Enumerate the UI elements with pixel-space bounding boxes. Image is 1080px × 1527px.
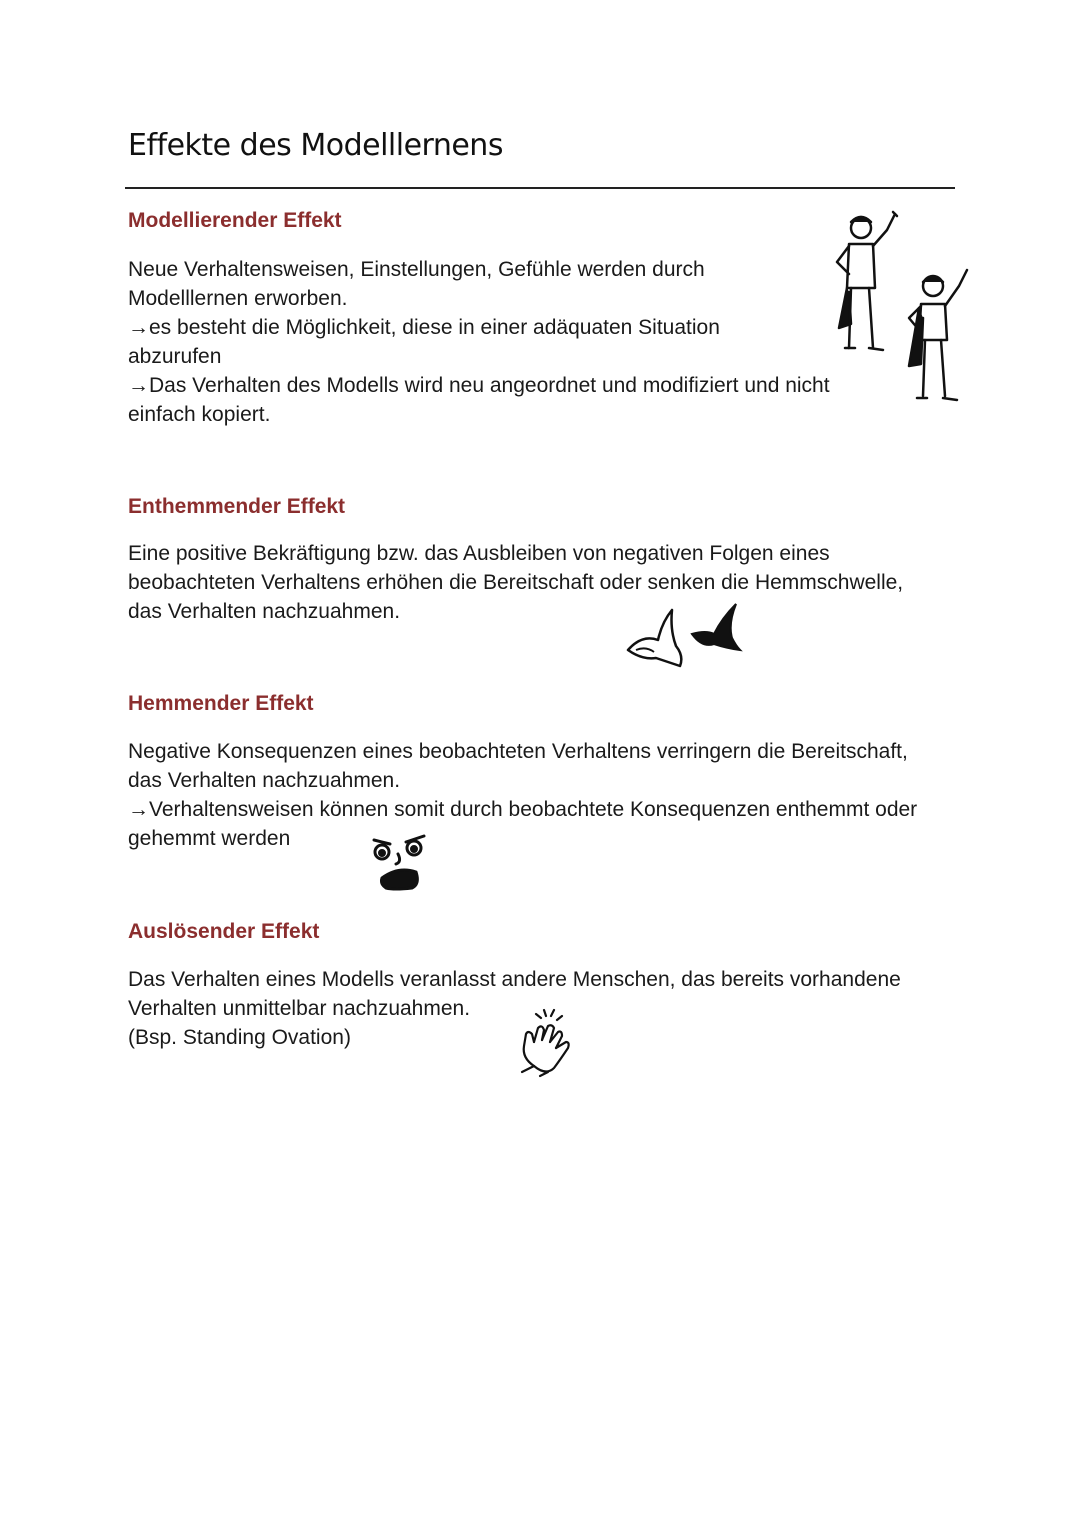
- section-text-enthemmender: [128, 539, 903, 626]
- text-line: einfach kopiert.: [128, 403, 271, 426]
- text-line: Negative Konsequenzen eines beobachteten Verhaltens verringern die Bereitschaft,: [128, 740, 908, 763]
- section-text-modellierender: [128, 255, 830, 429]
- section-text-hemmender: [128, 737, 917, 853]
- text-line: abzurufen: [128, 345, 222, 368]
- text-line: Eine positive Bekräftigung bzw. das Ausbleiben von negativen Folgen eines: [128, 542, 830, 565]
- text-line: →Verhaltensweisen können somit durch beobachtete Konsequenzen enthemmt oder: [128, 798, 918, 821]
- section-heading-modellierender: Modellierender Effekt: [128, 209, 342, 232]
- text-line: Modelllernen erworben.: [128, 287, 348, 310]
- two-children-pointing-icon: [825, 208, 975, 408]
- text-line: →Das Verhalten des Modells wird neu angeordnet und modifiziert und nicht: [128, 374, 830, 397]
- text-line: →es besteht die Möglichkeit, diese in einer adäquaten Situation: [128, 316, 720, 339]
- text-line: das Verhalten nachzuahmen.: [128, 769, 401, 792]
- angry-face-icon: [368, 832, 432, 892]
- text-line: Das Verhalten eines Modells veranlasst andere Menschen, das bereits vorhandene: [128, 968, 901, 991]
- text-line: Neue Verhaltensweisen, Einstellungen, Gefühle werden durch: [128, 258, 705, 281]
- text-line: Verhalten unmittelbar nachzuahmen.: [128, 997, 471, 1020]
- text-line: das Verhalten nachzuahmen.: [128, 600, 401, 623]
- text-line: beobachteten Verhaltens erhöhen die Bereitschaft oder senken die Hemmschwelle,: [128, 571, 904, 594]
- sharks-icon: [622, 600, 744, 670]
- text-line: gehemmt werden: [128, 827, 291, 850]
- section-heading-enthemmender: Enthemmender Effekt: [128, 495, 346, 518]
- clapping-hands-icon: [514, 1006, 578, 1080]
- section-heading-hemmender: Hemmender Effekt: [128, 692, 314, 715]
- title-divider: [125, 187, 955, 189]
- text-line: (Bsp. Standing Ovation): [128, 1026, 351, 1049]
- page-title: Effekte des Modelllernens: [128, 128, 503, 163]
- section-heading-ausloesender: Auslösender Effekt: [128, 920, 320, 943]
